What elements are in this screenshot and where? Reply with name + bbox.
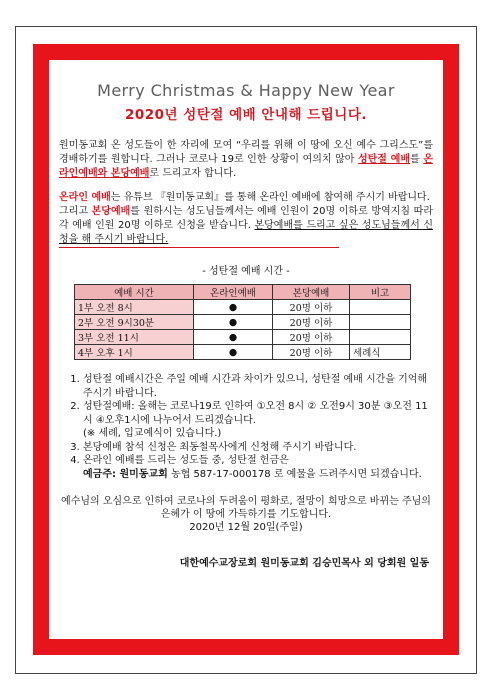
header-onsite: 본당예배	[273, 285, 350, 300]
highlight-online-onsite: 온라인예배와 본당예배	[59, 154, 434, 179]
closing-date: 2020년 12월 20일(주일)	[189, 522, 303, 533]
onsite-request-text: 본당예배를 드리고 싶은 성도님들께서 신청을 해 주시기 바랍니다.	[59, 220, 433, 245]
schedule-subtitle: - 성탄절 예배 시간 -	[202, 266, 290, 277]
red-underline-rule	[59, 247, 339, 248]
signature: 대한예수교장로회 원미동교회 김승민목사 외 당회원 일동	[179, 558, 429, 569]
highlight-christmas-service: 성탄절 예배	[357, 154, 411, 165]
list-item: 4. 온라인 예배를 드리는 성도들 중, 성탄절 헌금은 예금주: 원미동교회 농협 587-17-000178 로 예물을 드려주시면 되겠습니다.	[83, 454, 433, 481]
highlight-online-worship: 온라인 예배	[59, 192, 111, 203]
schedule-table	[74, 284, 411, 360]
korean-title: 2020년 성탄절 예배 안내해 드립니다.	[124, 107, 368, 123]
paragraph-onsite: 그리고 본당예배를 원하시는 성도님들께서는 예배 인원이 20명 이하로 방역지침 따라 각 예배 인원 20명 이하로 신청을 받습니다. 본당예배를 드리고 싶은 성도님들께서 신청을 해 주시기 바랍니다.	[59, 206, 433, 245]
english-title: Merry Christmas & Happy New Year	[97, 81, 395, 100]
table-row: 1부 오전 8시 ● 20명 이하	[75, 300, 411, 315]
table-row: 4부 오후 1시 ● 20명 이하 세례식	[75, 345, 411, 360]
paragraph-online: 온라인 예배는 유튜브 『원미동교회』를 통해 온라인 예배에 참여해 주시기 바랍니다.	[59, 192, 430, 203]
header-note: 비고	[350, 285, 411, 300]
schedule-header-row	[75, 285, 411, 300]
table-row: 3부 오전 11시 ● 20명 이하	[75, 330, 411, 345]
closing-message: 예수님의 오심으로 인하여 코로나의 두려움이 평화로, 절망이 희망으로 바뀌는 주님의 은혜가 이 땅에 가득하기를 기도합니다. 2020년 12월 20일(주일)	[59, 495, 433, 534]
notes-list	[59, 373, 433, 481]
list-item: 2. 성탄절예배: 올해는 코로나19로 인하여 ①오전 8시 ② 오전9시 30분 ③오전 11시 ④오후1시에 나누어서 드리겠습니다. (※ 세례, 입교예식이 있습니다.)	[83, 400, 433, 441]
table-row: 2부 오전 9시30분 ● 20명 이하	[75, 315, 411, 330]
paragraph-intro: 원미동교회 온 성도들이 한 자리에 모여 “우리를 위해 이 땅에 오신 예수 그리스도”를 경배하기를 원합니다. 그러나 코로나 19로 인한 상황이 여의치 않아 성탄절 예배를 온라인예배와 본당예배로 드리고자 합니다.	[59, 140, 434, 179]
list-item: 3. 본당예배 참석 신청은 최동철목사에게 신청해 주시기 바랍니다.	[83, 441, 433, 455]
header-time: 예배 시간	[75, 285, 194, 300]
list-item: 1. 성탄절 예배시간은 주일 예배 시간과 차이가 있으니, 성탄절 예배 시간을 기억해 주시기 바랍니다.	[83, 373, 433, 400]
account-holder: 예금주: 원미동교회	[83, 468, 168, 480]
highlight-onsite-worship: 본당예배	[91, 206, 131, 217]
header-online: 온라인예배	[194, 285, 273, 300]
notice-paper	[49, 60, 443, 639]
